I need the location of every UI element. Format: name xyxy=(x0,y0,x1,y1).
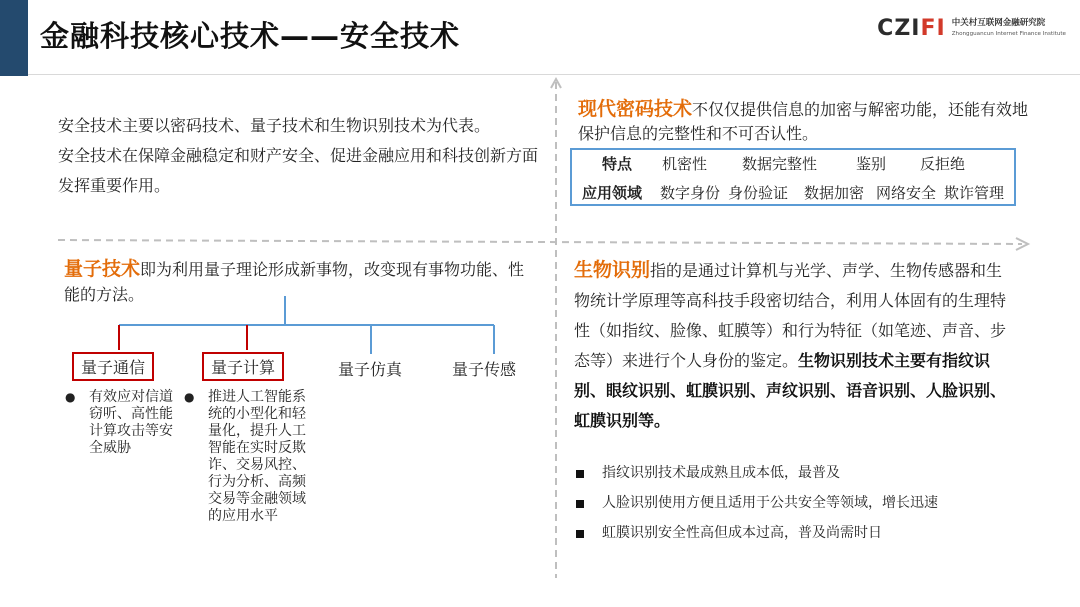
quantum-computing: 量子计算 xyxy=(202,352,284,381)
crypto-section xyxy=(578,97,1030,146)
feature-item: 鉴别 xyxy=(856,155,887,173)
bullet-dot-icon: ● xyxy=(184,390,195,404)
application-item: 欺诈管理 xyxy=(944,184,1005,202)
quantum-highlight-lines xyxy=(119,325,247,350)
crypto-description: 不仅仅提供信息的加密与解密功能，还能有效地保护信息的完整性和不可否认性。 xyxy=(578,100,1029,143)
square-bullet-icon xyxy=(576,530,584,538)
intro-line-2: 安全技术在保障金融稳定和财产安全、促进金融应用和科技创新方面发挥重要作用。 xyxy=(58,146,539,195)
biometrics-points xyxy=(574,462,1034,552)
bullet-text: 有效应对信道窃听、高性能计算攻击等安全威胁 xyxy=(89,389,173,456)
page-title: 金融科技核心技术——安全技术 xyxy=(40,19,461,53)
feature-item: 数据完整性 xyxy=(742,155,818,173)
bullet-dot-icon: ● xyxy=(65,390,76,404)
list-item: 人脸识别使用方便且适用于公共安全等领域，增长迅速 xyxy=(574,492,1034,522)
intro-text xyxy=(58,111,548,201)
applications-label: 应用领域 xyxy=(582,184,643,202)
quantum-computing-bullet xyxy=(184,389,306,525)
feature-item: 机密性 xyxy=(662,155,708,173)
crypto-feature-box xyxy=(570,148,1016,206)
logo-name-cn: 中关村互联网金融研究院 xyxy=(951,17,1046,28)
list-item: 虹膜识别安全性高但成本过高，普及尚需时日 xyxy=(574,522,1034,552)
bullet-text: 推进人工智能系统的小型化和轻量化，提升人工智能在实时反欺诈、交易风控、行为分析、高频交易等金融领域的应用水平 xyxy=(208,389,306,524)
quantum-communication-bullet xyxy=(65,389,173,457)
quantum-description: 即为利用量子理论形成新事物，改变现有事物功能、性能的方法。 xyxy=(64,260,525,304)
horizontal-axis xyxy=(58,240,1022,244)
logo-mark: CZIFI xyxy=(877,16,946,41)
biometrics-emphasis: 生物识别技术主要有指纹识别、眼纹识别、虹膜识别、声纹识别、语音识别、人脸识别、虹膜识别等。 xyxy=(574,351,1007,430)
quantum-title: 量子技术 xyxy=(64,258,141,280)
square-bullet-icon xyxy=(576,470,584,478)
crypto-title: 现代密码技术 xyxy=(578,98,693,120)
intro-line-1: 安全技术主要以密码技术、量子技术和生物识别技术为代表。 xyxy=(58,116,491,135)
biometrics-title: 生物识别 xyxy=(574,259,651,281)
feature-item: 反拒绝 xyxy=(920,155,966,173)
features-label: 特点 xyxy=(602,155,633,173)
biometrics-description: 指的是通过计算机与光学、声学、生物传感器和生物统计学原理等高科技手段密切结合，利用人体固有的生理特性（如指纹、脸像、虹膜等）和行为特征（如笔迹、声音、步态等）来进行个人身份的鉴定。 xyxy=(574,261,1007,370)
quantum-sensing: 量子传感 xyxy=(452,360,517,379)
square-bullet-icon xyxy=(576,500,584,508)
biometrics-section xyxy=(574,255,1014,436)
quantum-section xyxy=(64,257,534,307)
quantum-communication: 量子通信 xyxy=(72,352,154,381)
list-item: 指纹识别技术最成熟且成本低，最普及 xyxy=(574,462,1034,492)
application-item: 数字身份 xyxy=(660,184,721,202)
application-item: 身份验证 xyxy=(728,184,789,202)
logo-name-en: Zhongguancun Internet Finance Institute xyxy=(951,30,1066,37)
application-item: 网络安全 xyxy=(876,184,937,202)
quantum-simulation: 量子仿真 xyxy=(338,360,403,379)
application-item: 数据加密 xyxy=(804,184,865,202)
